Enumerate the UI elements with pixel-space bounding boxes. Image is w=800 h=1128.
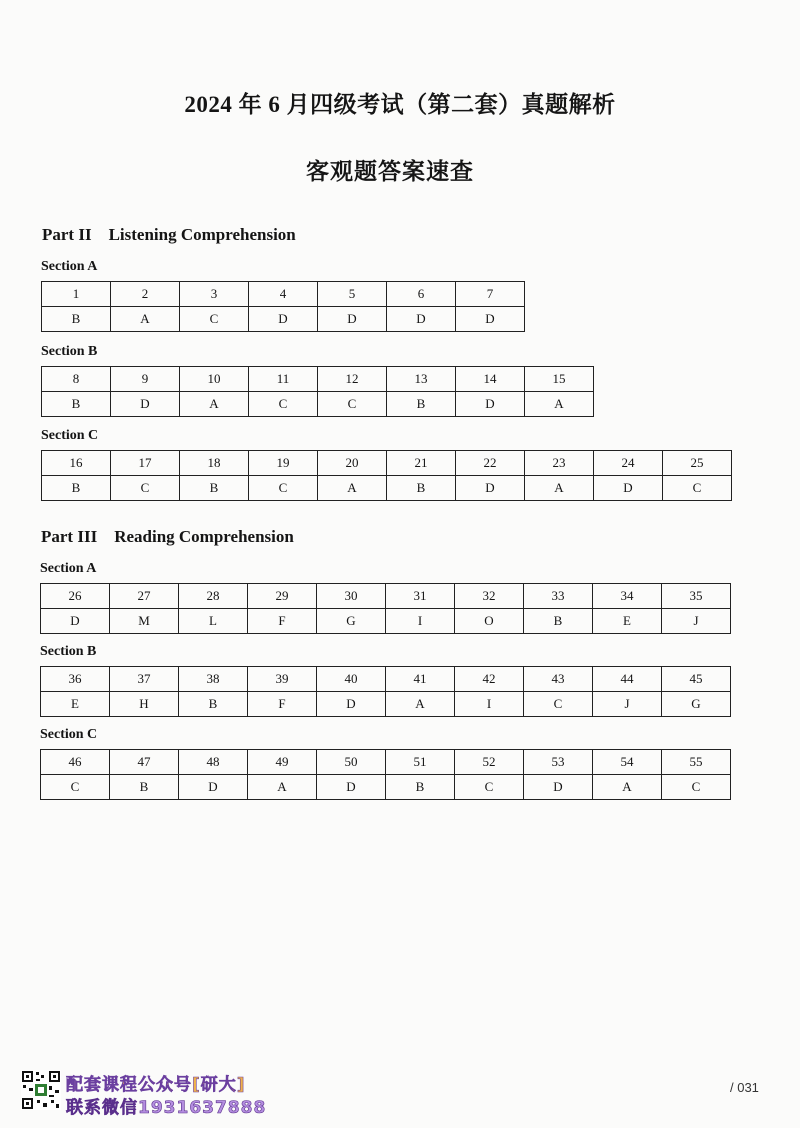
question-number-cell: 6 xyxy=(387,282,456,307)
answer-cell: D xyxy=(317,775,386,800)
question-number-cell: 39 xyxy=(248,667,317,692)
answer-cell: H xyxy=(110,692,179,717)
answer-row xyxy=(41,775,731,800)
question-number-cell: 46 xyxy=(41,750,110,775)
answer-cell: D xyxy=(318,307,387,332)
answer-row xyxy=(41,609,731,634)
answer-cell: D xyxy=(456,392,525,417)
question-number-cell: 13 xyxy=(387,367,456,392)
part-heading-reading: Part III Reading Comprehension xyxy=(41,527,294,546)
answer-cell: A xyxy=(180,392,249,417)
question-number-cell: 41 xyxy=(386,667,455,692)
question-number-cell: 49 xyxy=(248,750,317,775)
section-label: Section B xyxy=(41,344,98,359)
answer-table-reading-c xyxy=(40,749,731,800)
answer-cell: C xyxy=(318,392,387,417)
answer-cell: B xyxy=(42,392,111,417)
question-number-cell: 2 xyxy=(111,282,180,307)
answer-cell: J xyxy=(662,609,731,634)
answer-cell: D xyxy=(41,609,110,634)
answer-cell: D xyxy=(317,692,386,717)
answer-cell: M xyxy=(110,609,179,634)
answer-cell: B xyxy=(42,476,111,501)
answer-cell: A xyxy=(248,775,317,800)
question-number-cell: 12 xyxy=(318,367,387,392)
question-number-cell: 1 xyxy=(42,282,111,307)
answer-table-reading-a xyxy=(40,583,731,634)
answer-cell: G xyxy=(317,609,386,634)
question-number-cell: 5 xyxy=(318,282,387,307)
question-number-cell: 47 xyxy=(110,750,179,775)
question-number-cell: 32 xyxy=(455,584,524,609)
answer-cell: F xyxy=(248,692,317,717)
section-label: Section A xyxy=(41,259,98,274)
answer-cell: D xyxy=(524,775,593,800)
question-number-cell: 15 xyxy=(525,367,594,392)
question-number-cell: 11 xyxy=(249,367,318,392)
question-number-cell: 24 xyxy=(594,451,663,476)
question-number-cell: 19 xyxy=(249,451,318,476)
section-label: Section C xyxy=(40,727,98,742)
answer-cell: A xyxy=(318,476,387,501)
question-number-cell: 42 xyxy=(455,667,524,692)
question-number-row xyxy=(41,584,731,609)
promo-line-contact: 联系微信1931637888 xyxy=(66,1098,267,1118)
question-number-cell: 23 xyxy=(525,451,594,476)
answer-table-listening-b xyxy=(41,366,594,417)
section-label: Section A xyxy=(40,561,97,576)
question-number-cell: 53 xyxy=(524,750,593,775)
question-number-row xyxy=(42,282,525,307)
question-number-cell: 8 xyxy=(42,367,111,392)
question-number-cell: 40 xyxy=(317,667,386,692)
answer-cell: D xyxy=(456,307,525,332)
answer-cell: C xyxy=(455,775,524,800)
question-number-cell: 10 xyxy=(180,367,249,392)
question-number-cell: 31 xyxy=(386,584,455,609)
answer-cell: J xyxy=(593,692,662,717)
question-number-cell: 14 xyxy=(456,367,525,392)
question-number-row xyxy=(41,667,731,692)
question-number-cell: 50 xyxy=(317,750,386,775)
answer-cell: D xyxy=(111,392,180,417)
answer-cell: A xyxy=(111,307,180,332)
question-number-cell: 54 xyxy=(593,750,662,775)
question-number-cell: 4 xyxy=(249,282,318,307)
answer-cell: C xyxy=(111,476,180,501)
question-number-cell: 9 xyxy=(111,367,180,392)
answer-cell: G xyxy=(662,692,731,717)
question-number-cell: 3 xyxy=(180,282,249,307)
part-heading-listening: Part II Listening Comprehension xyxy=(42,225,296,244)
question-number-cell: 30 xyxy=(317,584,386,609)
answer-cell: C xyxy=(249,476,318,501)
question-number-row xyxy=(42,367,594,392)
answer-cell: C xyxy=(180,307,249,332)
question-number-cell: 27 xyxy=(110,584,179,609)
section-label: Section C xyxy=(41,428,99,443)
answer-cell: C xyxy=(249,392,318,417)
question-number-cell: 18 xyxy=(180,451,249,476)
question-number-cell: 34 xyxy=(593,584,662,609)
question-number-cell: 48 xyxy=(179,750,248,775)
page-number: / 031 xyxy=(730,1080,759,1095)
answer-cell: A xyxy=(386,692,455,717)
question-number-cell: 20 xyxy=(318,451,387,476)
page-subtitle: 客观题答案速查 xyxy=(306,159,474,184)
question-number-cell: 37 xyxy=(110,667,179,692)
answer-cell: C xyxy=(524,692,593,717)
answer-cell: A xyxy=(525,392,594,417)
promo-line-wechat-account: 配套课程公众号[研大] xyxy=(66,1075,246,1095)
answer-row xyxy=(42,392,594,417)
answer-row xyxy=(42,476,732,501)
answer-cell: B xyxy=(42,307,111,332)
answer-table-listening-a xyxy=(41,281,525,332)
answer-cell: B xyxy=(387,392,456,417)
question-number-cell: 28 xyxy=(179,584,248,609)
answer-cell: D xyxy=(387,307,456,332)
question-number-cell: 36 xyxy=(41,667,110,692)
question-number-cell: 33 xyxy=(524,584,593,609)
question-number-cell: 35 xyxy=(662,584,731,609)
answer-cell: B xyxy=(180,476,249,501)
page-title: 2024 年 6 月四级考试（第二套）真题解析 xyxy=(184,92,616,117)
question-number-cell: 26 xyxy=(41,584,110,609)
question-number-cell: 43 xyxy=(524,667,593,692)
answer-cell: D xyxy=(456,476,525,501)
answer-row xyxy=(42,307,525,332)
answer-cell: I xyxy=(455,692,524,717)
answer-cell: F xyxy=(248,609,317,634)
question-number-cell: 52 xyxy=(455,750,524,775)
answer-cell: A xyxy=(593,775,662,800)
qr-code-icon xyxy=(21,1070,61,1110)
question-number-cell: 21 xyxy=(387,451,456,476)
answer-table-reading-b xyxy=(40,666,731,717)
question-number-row xyxy=(42,451,732,476)
answer-cell: L xyxy=(179,609,248,634)
question-number-cell: 45 xyxy=(662,667,731,692)
answer-cell: O xyxy=(455,609,524,634)
answer-row xyxy=(41,692,731,717)
question-number-cell: 55 xyxy=(662,750,731,775)
question-number-cell: 38 xyxy=(179,667,248,692)
answer-cell: B xyxy=(386,775,455,800)
answer-cell: B xyxy=(110,775,179,800)
question-number-cell: 7 xyxy=(456,282,525,307)
question-number-cell: 17 xyxy=(111,451,180,476)
answer-cell: E xyxy=(41,692,110,717)
answer-cell: C xyxy=(41,775,110,800)
question-number-cell: 22 xyxy=(456,451,525,476)
answer-cell: B xyxy=(524,609,593,634)
question-number-row xyxy=(41,750,731,775)
answer-cell: D xyxy=(249,307,318,332)
question-number-cell: 29 xyxy=(248,584,317,609)
question-number-cell: 51 xyxy=(386,750,455,775)
section-label: Section B xyxy=(40,644,97,659)
question-number-cell: 25 xyxy=(663,451,732,476)
answer-table-listening-c xyxy=(41,450,732,501)
question-number-cell: 44 xyxy=(593,667,662,692)
question-number-cell: 16 xyxy=(42,451,111,476)
answer-cell: D xyxy=(179,775,248,800)
answer-cell: D xyxy=(594,476,663,501)
answer-cell: B xyxy=(387,476,456,501)
answer-cell: C xyxy=(663,476,732,501)
answer-cell: A xyxy=(525,476,594,501)
answer-cell: B xyxy=(179,692,248,717)
answer-cell: C xyxy=(662,775,731,800)
answer-cell: I xyxy=(386,609,455,634)
answer-cell: E xyxy=(593,609,662,634)
